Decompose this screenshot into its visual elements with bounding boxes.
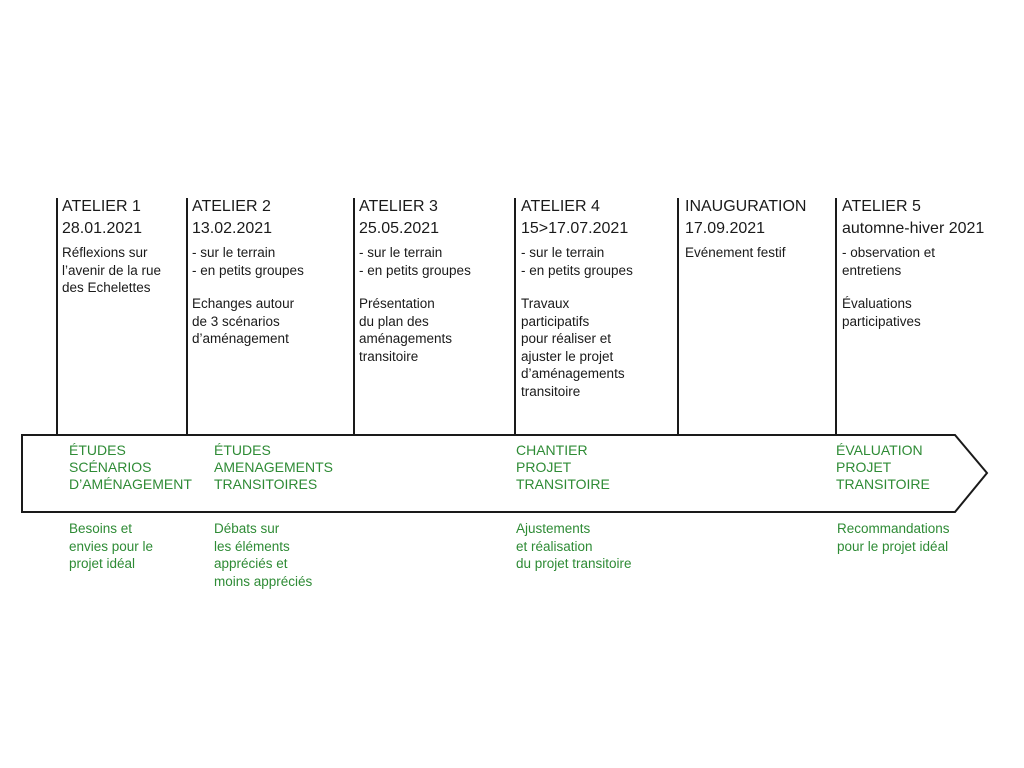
text-line: - observation et [842,245,936,260]
text-line: CHANTIER [516,442,588,458]
text-line: - en petits groupes [521,262,633,278]
text-line: Evénement festif [685,245,786,260]
text-line: AMENAGEMENTS [214,459,334,475]
event-description [842,244,984,330]
text-line: des Echelettes [62,280,151,295]
text-line: - en petits groupes [359,262,471,278]
outcome-besoins [69,520,153,573]
event-atelier-3 [359,196,471,365]
text-line: de 3 scénarios [192,313,280,329]
text-line: Évaluations [842,296,912,311]
event-date: 13.02.2021 [192,220,273,237]
text-line: Recommandations [837,521,950,536]
text-line: d’aménagements [521,366,625,381]
event-atelier-5 [842,196,984,330]
text-line: TRANSITOIRE [836,476,930,492]
paragraph-gap [359,279,471,295]
phase-etudes-amenagements [214,442,333,493]
event-title: ATELIER 5 [842,198,921,215]
event-description [521,244,633,400]
event-description [62,244,161,297]
text-line: - sur le terrain [192,245,276,260]
event-connector-5 [677,198,679,436]
text-line: entretiens [842,262,902,278]
event-title: INAUGURATION [685,198,807,215]
text-line: Débats sur [214,521,280,536]
text-line: - sur le terrain [521,245,605,260]
text-line: du projet transitoire [516,556,632,571]
outcome-ajustements [516,520,632,573]
text-line: Echanges autour [192,296,295,311]
text-line: projet idéal [69,556,136,571]
paragraph-gap [521,279,633,295]
event-connector-4 [514,198,516,436]
text-line: PROJET [516,459,572,475]
text-line: participatifs [521,313,590,329]
text-line: TRANSITOIRE [516,476,610,492]
event-date: 28.01.2021 [62,220,143,237]
text-line: Besoins et [69,521,133,536]
event-connector-2 [186,198,188,436]
text-line: Ajustements [516,521,591,536]
event-title: ATELIER 3 [359,198,438,215]
paragraph-gap [192,279,304,295]
text-line: du plan des [359,313,429,329]
event-date: 25.05.2021 [359,220,440,237]
text-line: ÉVALUATION [836,442,923,458]
text-line: moins appréciés [214,573,313,589]
text-line: Réflexions sur [62,245,148,260]
text-line: pour réaliser et [521,331,612,346]
outcome-debats [214,520,312,590]
text-line: transitoire [521,383,581,399]
text-line: transitoire [359,348,419,364]
outcome-recommandations [837,520,950,555]
text-line: ÉTUDES [69,442,126,458]
text-line: ajuster le projet [521,348,614,364]
event-description [685,244,806,262]
event-date: 15>17.07.2021 [521,220,629,237]
event-title: ATELIER 2 [192,198,271,215]
event-date: 17.09.2021 [685,220,766,237]
text-line: PROJET [836,459,892,475]
text-line: envies pour le [69,538,154,554]
text-line: d’aménagement [192,331,289,346]
text-line: Travaux [521,296,570,311]
paragraph-gap [842,279,984,295]
event-atelier-4 [521,196,633,400]
phase-evaluation [836,442,930,493]
text-line: appréciés et [214,556,288,571]
event-atelier-1 [62,196,161,297]
text-line: D’AMÉNAGEMENT [69,476,192,492]
phase-chantier [516,442,610,493]
phase-etudes-scenarios [69,442,192,493]
text-line: les éléments [214,538,290,554]
text-line: ÉTUDES [214,442,271,458]
event-atelier-2 [192,196,304,348]
event-title: ATELIER 1 [62,198,141,215]
event-connector-3 [353,198,355,436]
text-line: aménagements [359,331,453,346]
text-line: TRANSITOIRES [214,476,318,492]
event-connector-6 [835,198,837,436]
text-line: pour le projet idéal [837,538,949,554]
text-line: - sur le terrain [359,245,443,260]
event-date: automne-hiver 2021 [842,220,985,237]
event-title: ATELIER 4 [521,198,600,215]
text-line: l’avenir de la rue [62,262,162,278]
event-inauguration [685,196,806,262]
text-line: participatives [842,313,921,329]
text-line: Présentation [359,296,435,311]
text-line: SCÉNARIOS [69,459,152,475]
text-line: - en petits groupes [192,262,304,278]
text-line: et réalisation [516,538,593,554]
event-description [359,244,471,365]
event-description [192,244,304,348]
event-connector-1 [56,198,58,436]
